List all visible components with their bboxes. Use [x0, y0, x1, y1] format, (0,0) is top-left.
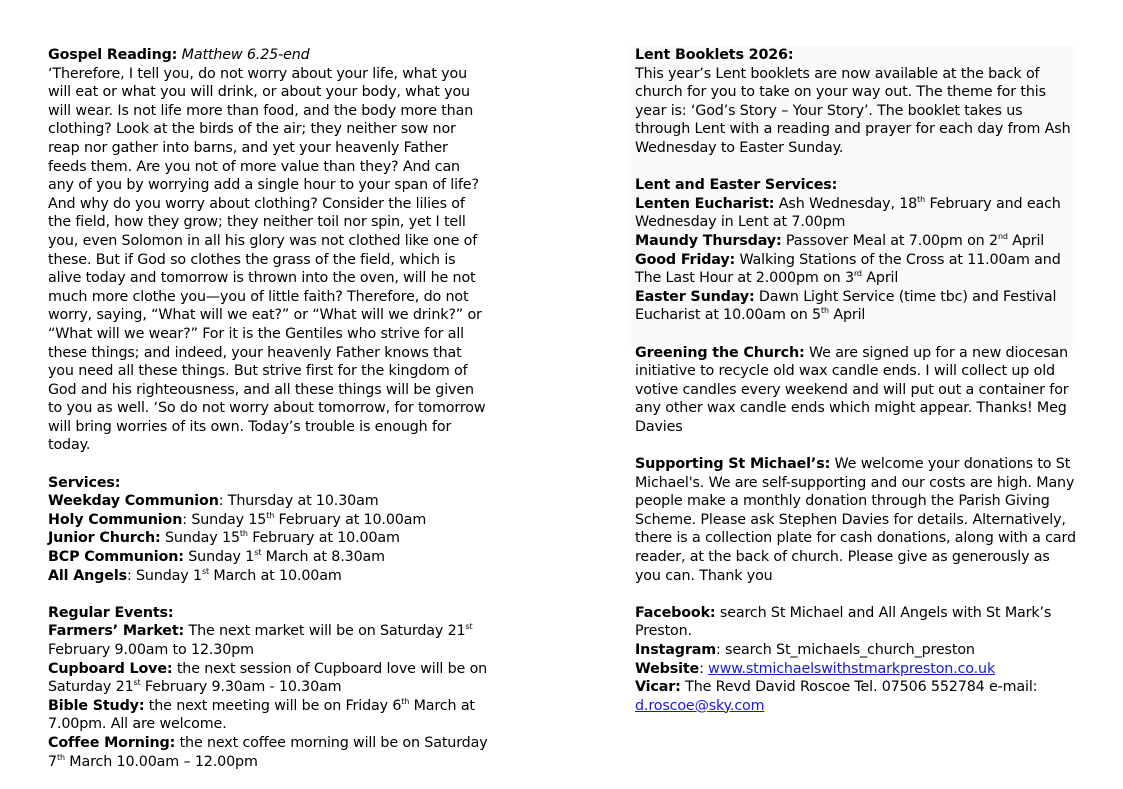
- service-junior-church: Junior Church: Sunday 15th February at 10.00am: [48, 529, 400, 547]
- website-info: Website: www.stmichaelswithstmarkpreston.co.uk: [635, 660, 996, 677]
- events-heading: Regular Events:: [48, 604, 174, 621]
- event-coffee-morning: Coffee Morning: the next coffee morning will be on Saturday 7th March 10.00am – 12.00pm: [48, 734, 488, 770]
- lent-services-heading: Lent and Easter Services:: [635, 177, 838, 194]
- good-friday: Good Friday: Walking Stations of the Cross at 11.00am and The Last Hour at 2.000pm on 3rd April: [635, 251, 1061, 287]
- gospel-reading: [48, 46, 490, 455]
- lent-booklets-text: This year’s Lent booklets are now available at the back of church for you to take on your way out. The theme for this year is: ‘God’s Story – Your Story’. The booklet takes us through Lent with a reading and prayer for each day from Ash Wednesday to Easter Sunday.: [635, 65, 1071, 156]
- service-bcp: BCP Communion: Sunday 1st March at 8.30am: [48, 548, 385, 566]
- greening-the-church: Greening the Church: We are signed up for a new diocesan initiative to recycle old wax candle ends. I will collect up old votive candles every weekend and will put out a container for any other wax candle ends which might appear. Thanks! Meg Davies: [635, 344, 1069, 435]
- website-link[interactable]: www.stmichaelswithstmarkpreston.co.uk: [708, 660, 996, 677]
- right-column: [635, 46, 1077, 715]
- event-farmers-market: Farmers’ Market: The next market will be on Saturday 21st February 9.00am to 12.30pm: [48, 622, 473, 658]
- instagram-info: Instagram: search St_michaels_church_preston: [635, 642, 975, 658]
- email-link[interactable]: d.roscoe@sky.com: [635, 697, 765, 714]
- supporting-st-michaels: Supporting St Michael’s: We welcome your donations to St Michael's. We are self-supporting and our costs are high. Many people make a monthly donation through the Parish Giving Scheme. Please ask Stephen Davies for details. Alternatively, there is a collection plate for cash donations, along with a card reader, at the back of church. Please give as generously as you can. Thank you: [635, 456, 1076, 584]
- gospel-text: ‘Therefore, I tell you, do not worry about your life, what you will eat or what you will drink, or about your body, what you will wear. Is not life more than food, and the body more than clothing? Look at the birds of the air; they neither sow nor reap nor gather into barns, and yet your heavenly Father feeds them. Are you not of more value than they? And can any of you by worrying add a single hour to your span of life? And why do you worry about clothing? Consider the lilies of the field, how they grow; they neither toil nor spin, yet I tell you, even Solomon in all his glory was not clothed like one of these. But if God so clothes the grass of the field, which is alive today and tomorrow is thrown into the oven, will he not much more clothe you—you of little faith? Therefore, do not worry, saying, “What will we eat?” or “What will we drink?” or “What will we wear?” For it is the Gentiles who strive for all these things; and indeed, your heavenly Father knows that you need all these things. But strive first for the kingdom of God and his righteousness, and all these things will be given to you as well. ‘So do not worry about tomorrow, for tomorrow will bring worries of its own. Today’s trouble is enough for today.: [48, 65, 486, 454]
- service-holy-communion: Holy Communion: Sunday 15th February at 10.00am: [48, 510, 427, 528]
- services-heading: Services:: [48, 474, 121, 491]
- lenten-eucharist: Lenten Eucharist: Ash Wednesday, 18th February and each Wednesday in Lent at 7.00pm: [635, 194, 1061, 231]
- gospel-ref: Matthew 6.25-end: [181, 47, 310, 63]
- service-weekday: Weekday Communion: Thursday at 10.30am: [48, 493, 379, 510]
- vicar-info: Vicar: The Revd David Roscoe Tel. 07506 552784 e-mail: d.roscoe@sky.com: [635, 679, 1038, 714]
- left-column: [48, 46, 490, 771]
- event-bible-study: Bible Study: the next meeting will be on Friday 6th March at 7.00pm. All are welcome.: [48, 696, 475, 733]
- maundy-thursday: Maundy Thursday: Passover Meal at 7.00pm on 2nd April: [635, 231, 1045, 249]
- event-cupboard-love: Cupboard Love: the next session of Cupboard love will be on Saturday 21st February 9.30am - 10.30am: [48, 660, 488, 696]
- lent-booklets-heading: Lent Booklets 2026:: [635, 47, 794, 63]
- gospel-label: Gospel Reading:: [48, 47, 178, 63]
- easter-sunday: Easter Sunday: Dawn Light Service (time tbc) and Festival Eucharist at 10.00am on 5th April: [635, 288, 1057, 324]
- facebook-info: Facebook: search St Michael and All Angels with St Mark’s Preston.: [635, 604, 1052, 640]
- service-all-angels: All Angels: Sunday 1st March at 10.00am: [48, 566, 342, 584]
